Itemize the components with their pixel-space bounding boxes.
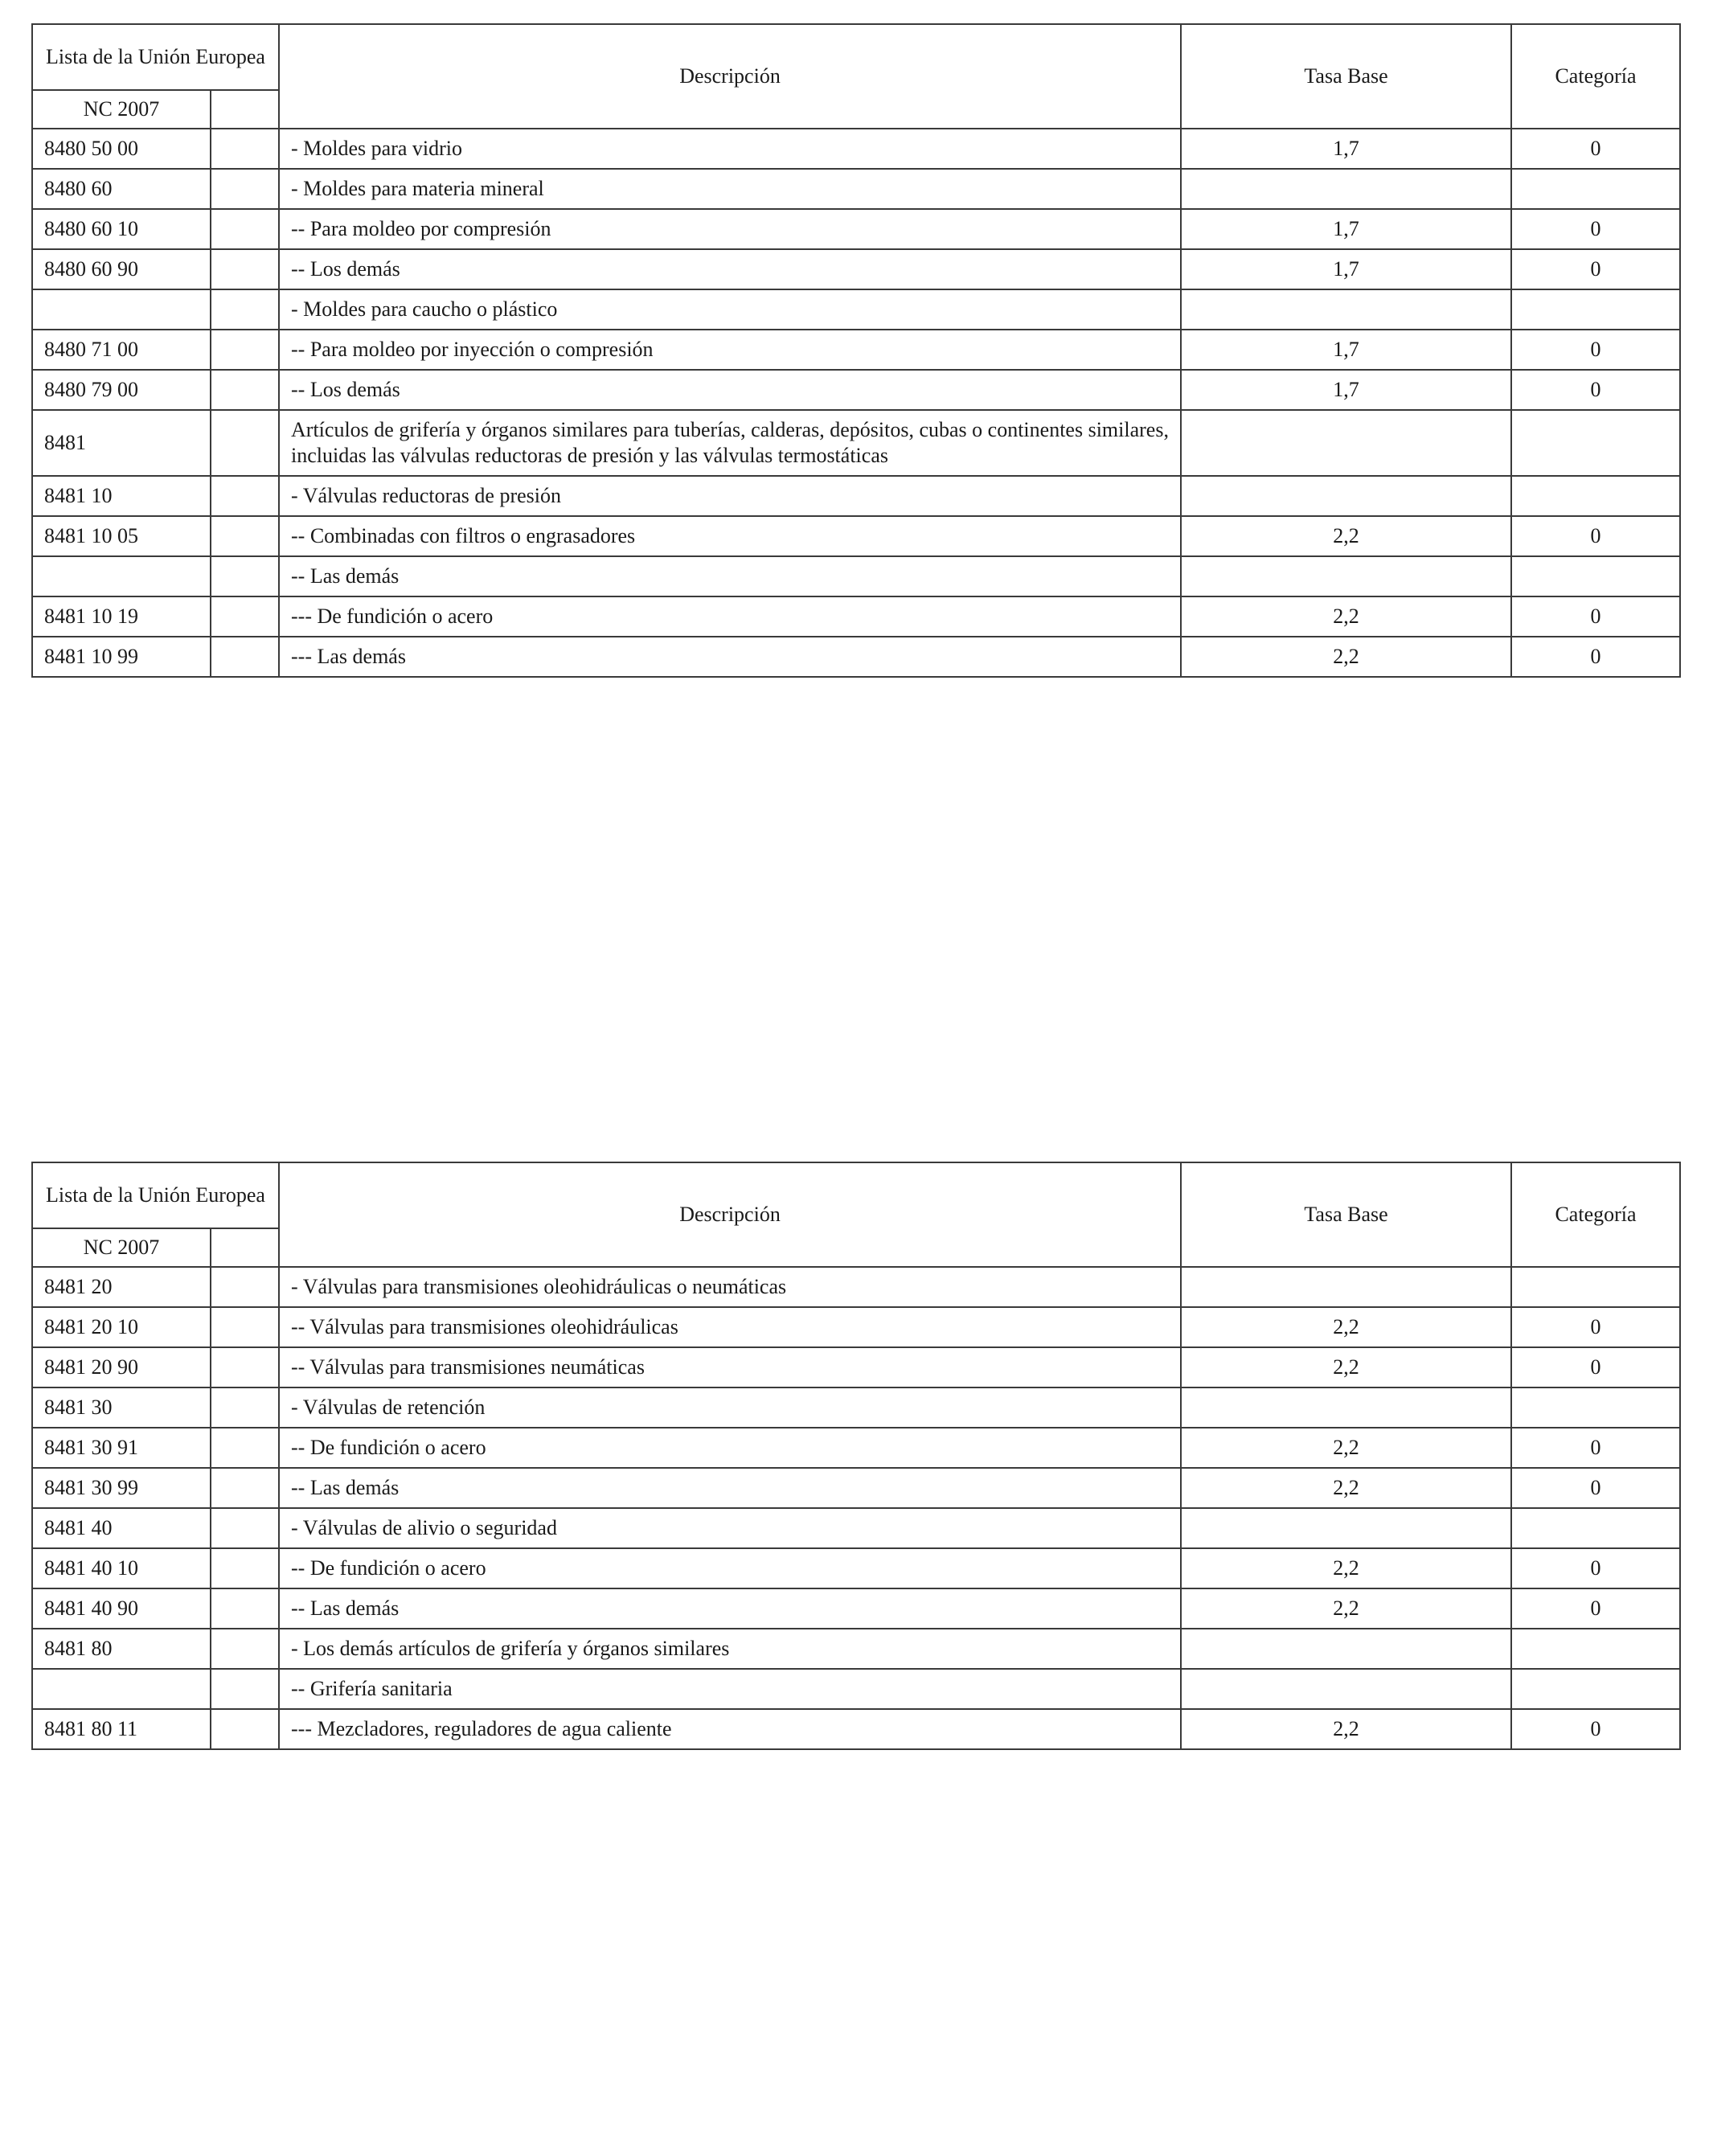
table-row [32, 129, 1680, 169]
description: Artículos de grifería y órganos similares para tuberías, calderas, depósitos, cubas o continentes similares, incluidas las válvulas reductoras de presión y las válvulas termostáticas [279, 410, 1181, 476]
table-row [32, 169, 1680, 209]
nc-code: 8481 30 91 [32, 1428, 211, 1468]
table-row [32, 1669, 1680, 1709]
description: -- Válvulas para transmisiones oleohidráulicas [279, 1307, 1181, 1347]
category [1511, 1267, 1680, 1307]
category [1511, 410, 1680, 476]
table-row [32, 1267, 1680, 1307]
header-description: Descripción [279, 24, 1181, 129]
sub-code [211, 289, 279, 330]
sub-code [211, 1468, 279, 1508]
base-rate [1181, 1267, 1511, 1307]
sub-code [211, 1428, 279, 1468]
table-row [32, 596, 1680, 637]
header-description: Descripción [279, 1162, 1181, 1267]
base-rate: 2,2 [1181, 516, 1511, 556]
header-union-list: Lista de la Unión Europea [32, 24, 279, 90]
sub-code [211, 596, 279, 637]
header-nc-blank [211, 1228, 279, 1267]
category: 0 [1511, 209, 1680, 249]
header-base-rate: Tasa Base [1181, 24, 1511, 129]
description: - Válvulas de retención [279, 1387, 1181, 1428]
nc-code: 8481 80 [32, 1629, 211, 1669]
description: - Los demás artículos de grifería y órganos similares [279, 1629, 1181, 1669]
base-rate: 1,7 [1181, 330, 1511, 370]
description: - Moldes para materia mineral [279, 169, 1181, 209]
table-row [32, 1468, 1680, 1508]
nc-code: 8481 [32, 410, 211, 476]
nc-code: 8480 71 00 [32, 330, 211, 370]
nc-code: 8481 30 99 [32, 1468, 211, 1508]
sub-code [211, 209, 279, 249]
nc-code [32, 289, 211, 330]
description: -- Válvulas para transmisiones neumáticas [279, 1347, 1181, 1387]
category: 0 [1511, 1709, 1680, 1749]
sub-code [211, 476, 279, 516]
table-row [32, 637, 1680, 677]
sub-code [211, 249, 279, 289]
description: --- Las demás [279, 637, 1181, 677]
sub-code [211, 1629, 279, 1669]
table-row [32, 516, 1680, 556]
category: 0 [1511, 370, 1680, 410]
header-union-list: Lista de la Unión Europea [32, 1162, 279, 1228]
nc-code: 8481 80 11 [32, 1709, 211, 1749]
category [1511, 289, 1680, 330]
description: -- Grifería sanitaria [279, 1669, 1181, 1709]
base-rate [1181, 556, 1511, 596]
category: 0 [1511, 596, 1680, 637]
sub-code [211, 1508, 279, 1548]
sub-code [211, 129, 279, 169]
description: -- Las demás [279, 1468, 1181, 1508]
category: 0 [1511, 1428, 1680, 1468]
base-rate: 2,2 [1181, 596, 1511, 637]
base-rate [1181, 476, 1511, 516]
sub-code [211, 1387, 279, 1428]
header-base-rate: Tasa Base [1181, 1162, 1511, 1267]
category: 0 [1511, 1588, 1680, 1629]
sub-code [211, 169, 279, 209]
base-rate [1181, 289, 1511, 330]
category [1511, 1508, 1680, 1548]
sub-code [211, 330, 279, 370]
description: --- De fundición o acero [279, 596, 1181, 637]
description: -- De fundición o acero [279, 1548, 1181, 1588]
description: - Válvulas reductoras de presión [279, 476, 1181, 516]
sub-code [211, 370, 279, 410]
sub-code [211, 516, 279, 556]
table-row [32, 1508, 1680, 1548]
sub-code [211, 637, 279, 677]
base-rate: 2,2 [1181, 1428, 1511, 1468]
base-rate: 2,2 [1181, 1307, 1511, 1347]
table-row [32, 370, 1680, 410]
description: - Válvulas para transmisiones oleohidráulicas o neumáticas [279, 1267, 1181, 1307]
table-row [32, 1629, 1680, 1669]
category: 0 [1511, 516, 1680, 556]
header-category: Categoría [1511, 1162, 1680, 1267]
nc-code: 8480 60 90 [32, 249, 211, 289]
sub-code [211, 1267, 279, 1307]
nc-code: 8480 79 00 [32, 370, 211, 410]
nc-code: 8481 40 10 [32, 1548, 211, 1588]
nc-code: 8481 20 10 [32, 1307, 211, 1347]
sub-code [211, 556, 279, 596]
table-row [32, 1387, 1680, 1428]
tariff-table [31, 1162, 1681, 1750]
description: -- Los demás [279, 249, 1181, 289]
description: -- Para moldeo por inyección o compresión [279, 330, 1181, 370]
nc-code: 8481 10 [32, 476, 211, 516]
sub-code [211, 1588, 279, 1629]
description: -- Combinadas con filtros o engrasadores [279, 516, 1181, 556]
category [1511, 476, 1680, 516]
category: 0 [1511, 1468, 1680, 1508]
table-row [32, 289, 1680, 330]
category: 0 [1511, 330, 1680, 370]
nc-code: 8481 40 [32, 1508, 211, 1548]
category [1511, 556, 1680, 596]
table-row [32, 1709, 1680, 1749]
nc-code: 8481 10 19 [32, 596, 211, 637]
sub-code [211, 1307, 279, 1347]
base-rate: 2,2 [1181, 1347, 1511, 1387]
table-row [32, 1347, 1680, 1387]
description: -- Las demás [279, 1588, 1181, 1629]
nc-code: 8481 20 90 [32, 1347, 211, 1387]
table-row [32, 476, 1680, 516]
description: -- Los demás [279, 370, 1181, 410]
description: - Moldes para caucho o plástico [279, 289, 1181, 330]
table-row [32, 209, 1680, 249]
nc-code: 8481 10 05 [32, 516, 211, 556]
category: 0 [1511, 1548, 1680, 1588]
base-rate: 1,7 [1181, 129, 1511, 169]
category: 0 [1511, 1307, 1680, 1347]
sub-code [211, 410, 279, 476]
header-nc-2007: NC 2007 [32, 1228, 211, 1267]
description: -- De fundición o acero [279, 1428, 1181, 1468]
sub-code [211, 1548, 279, 1588]
base-rate: 2,2 [1181, 1548, 1511, 1588]
table-row [32, 330, 1680, 370]
category: 0 [1511, 637, 1680, 677]
table-row [32, 1588, 1680, 1629]
nc-code: 8480 60 10 [32, 209, 211, 249]
base-rate: 2,2 [1181, 637, 1511, 677]
nc-code: 8480 50 00 [32, 129, 211, 169]
nc-code: 8481 30 [32, 1387, 211, 1428]
base-rate [1181, 1387, 1511, 1428]
description: --- Mezcladores, reguladores de agua caliente [279, 1709, 1181, 1749]
description: - Moldes para vidrio [279, 129, 1181, 169]
description: -- Las demás [279, 556, 1181, 596]
base-rate [1181, 410, 1511, 476]
base-rate: 1,7 [1181, 370, 1511, 410]
sub-code [211, 1669, 279, 1709]
tariff-table [31, 23, 1681, 678]
category: 0 [1511, 249, 1680, 289]
table-row [32, 1307, 1680, 1347]
header-nc-blank [211, 90, 279, 129]
base-rate [1181, 1669, 1511, 1709]
base-rate: 1,7 [1181, 209, 1511, 249]
category [1511, 1387, 1680, 1428]
description: -- Para moldeo por compresión [279, 209, 1181, 249]
nc-code: 8481 10 99 [32, 637, 211, 677]
header-category: Categoría [1511, 24, 1680, 129]
category: 0 [1511, 129, 1680, 169]
base-rate: 2,2 [1181, 1468, 1511, 1508]
nc-code: 8480 60 [32, 169, 211, 209]
base-rate: 2,2 [1181, 1588, 1511, 1629]
base-rate: 1,7 [1181, 249, 1511, 289]
nc-code [32, 1669, 211, 1709]
nc-code [32, 556, 211, 596]
base-rate: 2,2 [1181, 1709, 1511, 1749]
base-rate [1181, 1629, 1511, 1669]
category: 0 [1511, 1347, 1680, 1387]
category [1511, 1629, 1680, 1669]
base-rate [1181, 169, 1511, 209]
table-row [32, 1428, 1680, 1468]
nc-code: 8481 20 [32, 1267, 211, 1307]
table-row [32, 1548, 1680, 1588]
category [1511, 1669, 1680, 1709]
description: - Válvulas de alivio o seguridad [279, 1508, 1181, 1548]
table-row [32, 249, 1680, 289]
nc-code: 8481 40 90 [32, 1588, 211, 1629]
table-row [32, 556, 1680, 596]
table-row [32, 410, 1680, 476]
header-nc-2007: NC 2007 [32, 90, 211, 129]
category [1511, 169, 1680, 209]
base-rate [1181, 1508, 1511, 1548]
sub-code [211, 1347, 279, 1387]
sub-code [211, 1709, 279, 1749]
